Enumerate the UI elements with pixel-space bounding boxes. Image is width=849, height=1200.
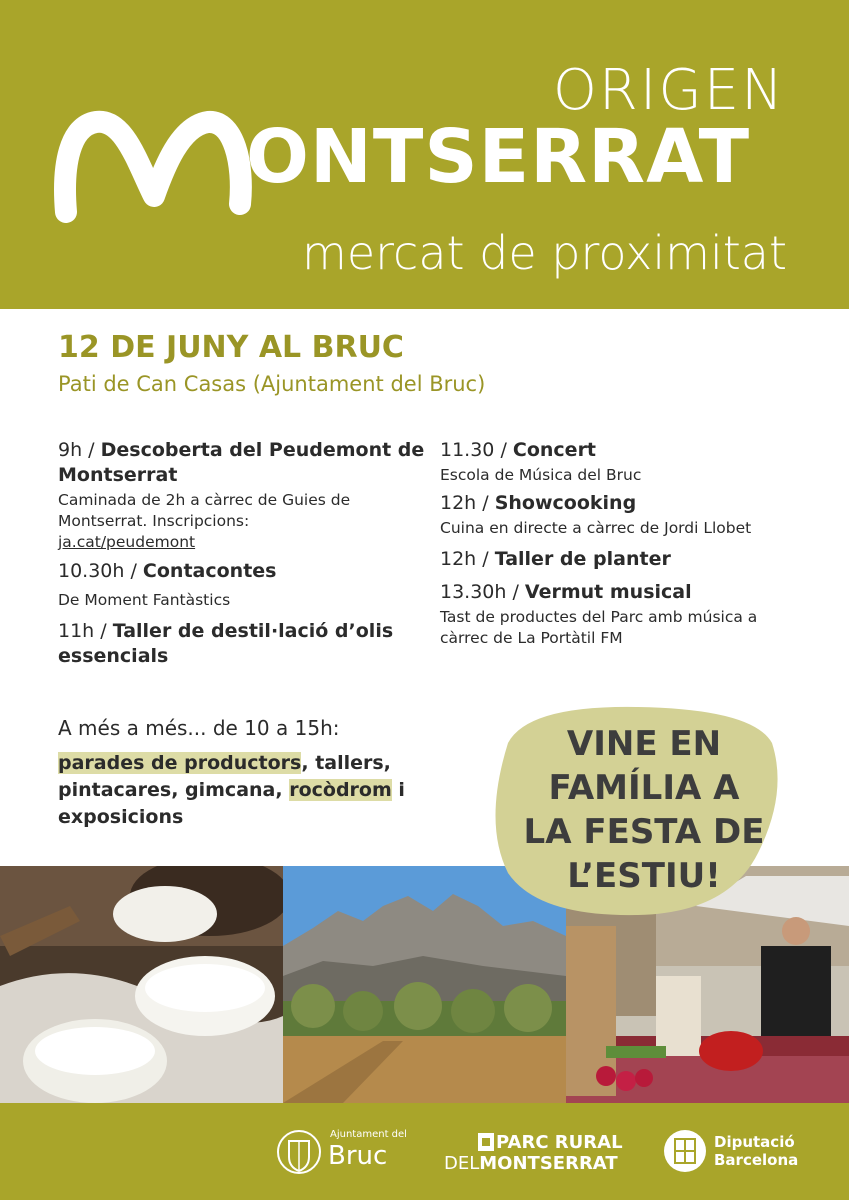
event-title: Concert — [512, 439, 597, 461]
parc-rural-line1: PARC RURAL — [496, 1132, 623, 1153]
extras-activities: parades de productors, tallers, pintacares, gimcana, rocòdrom i exposicions — [58, 752, 405, 828]
parc-rural-line2: DELMONTSERRAT — [444, 1153, 618, 1174]
cheese-photo — [0, 866, 283, 1103]
event-desc: De Moment Fantàstics — [58, 591, 231, 609]
origen-title: ORIGEN — [552, 58, 785, 123]
schedule-item: 10.30h / Contacontes De Moment Fantàstics — [58, 559, 438, 611]
event-date: 12 DE JUNY AL BRUC — [58, 330, 404, 365]
schedule-item: 12h / Showcooking Cuina en directe a càrrec de Jordi Llobet — [440, 491, 820, 539]
footer-banner — [0, 1103, 849, 1200]
schedule-item: 11.30 / Concert Escola de Música del Bruc — [440, 438, 820, 486]
event-title: Contacontes — [142, 560, 277, 582]
event-time: 11.30 — [440, 439, 495, 461]
highlight-productors: parades de productors — [58, 752, 302, 774]
schedule-item: 13.30h / Vermut musical Tast de productes del Parc amb música a càrrec de La Portàtil FM — [440, 580, 820, 649]
schedule-item: 11h / Taller de destil·lació d’olis essencials — [58, 620, 394, 667]
bruc-shield-icon — [276, 1127, 322, 1177]
inscriptions-link[interactable]: ja.cat/peudemont — [58, 533, 196, 551]
header-banner — [0, 0, 849, 309]
event-desc: Escola de Música del Bruc — [440, 466, 642, 484]
subtitle: mercat de proximitat — [302, 226, 787, 280]
event-desc: Caminada de 2h a càrrec de Guies de Montserrat. Inscripcions: — [58, 491, 351, 530]
event-desc: Tast de productes del Parc amb música a càrrec de La Portàtil FM — [440, 608, 758, 647]
event-time: 11h — [58, 620, 95, 642]
schedule-item: 12h / Taller de planter — [440, 548, 671, 570]
event-time: 12h — [440, 548, 477, 570]
diputacio-line2: Barcelona — [714, 1151, 799, 1169]
event-title: Descoberta del Peudemont de Montserrat — [58, 439, 425, 486]
event-time: 12h — [440, 492, 477, 514]
parc-rural-icon — [478, 1133, 494, 1151]
event-time: 9h — [58, 439, 83, 461]
montserrat-title: ONTSERRAT — [246, 114, 751, 200]
event-time: 13.30h — [440, 581, 507, 603]
montserrat-m-logo — [52, 104, 252, 224]
diputacio-line1: Diputació — [714, 1133, 795, 1151]
event-venue: Pati de Can Casas (Ajuntament del Bruc) — [58, 372, 486, 396]
event-title: Taller de destil·lació d’olis essencials — [58, 620, 394, 667]
diputacio-seal-icon — [663, 1129, 707, 1173]
callout-text: VINE EN FAMÍLIA A LA FESTA DE L’ESTIU! — [523, 724, 765, 896]
event-time: 10.30h — [58, 560, 125, 582]
bruc-small-text: Ajuntament del — [330, 1129, 407, 1140]
event-title: Showcooking — [494, 492, 637, 514]
event-title: Taller de planter — [494, 548, 671, 570]
highlight-rocodrom: rocòdrom — [289, 779, 392, 801]
bruc-logo-text: Bruc — [328, 1141, 388, 1171]
event-desc: Cuina en directe a càrrec de Jordi Llobet — [440, 519, 752, 537]
extras-intro: A més a més... de 10 a 15h: — [58, 716, 340, 740]
event-title: Vermut musical — [524, 581, 692, 603]
schedule-item: 9h / Descoberta del Peudemont de Montserrat Caminada de 2h a càrrec de Guies de Montserrat. Inscripcions: ja.cat/peudemont — [58, 439, 425, 551]
